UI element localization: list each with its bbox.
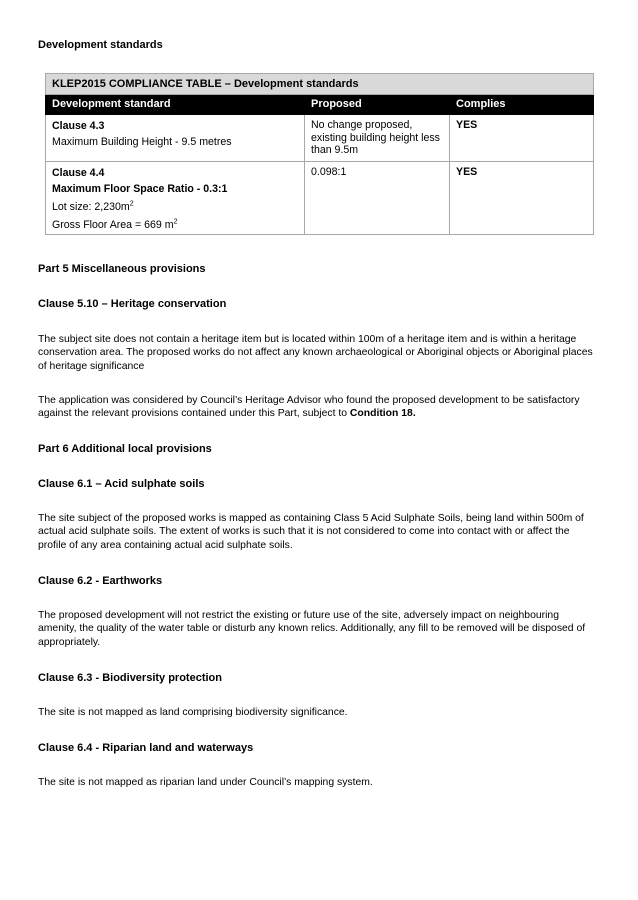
clause-6-3-para: The site is not mapped as land comprising biodiversity significance.	[38, 707, 348, 718]
clause-6-4-para: The site is not mapped as riparian land under Council’s mapping system.	[38, 777, 373, 788]
clause-6-3-heading: Clause 6.3 - Biodiversity protection	[38, 672, 222, 684]
clause-label: Clause 4.4	[52, 167, 105, 179]
table-row	[46, 115, 594, 162]
table-header-row	[46, 95, 594, 115]
proposed-cell	[305, 115, 450, 162]
section-title: Development standards	[38, 39, 163, 51]
lot-size-line	[52, 198, 298, 216]
proposed-cell	[305, 162, 450, 235]
clause-5-10-para1: The subject site does not contain a heritage item but is located within 100m of a heritage item and is within a heritage conservation area. The proposed works do not affect any known archaeological or Aboriginal objects or Aboriginal places of heritage significance	[38, 334, 593, 372]
clause-6-1-heading: Clause 6.1 – Acid sulphate soils	[38, 478, 205, 490]
clause-6-4-heading: Clause 6.4 - Riparian land and waterways	[38, 742, 254, 754]
part6-heading: Part 6 Additional local provisions	[38, 443, 212, 455]
header-proposed: Proposed	[305, 95, 450, 115]
lot-size-text: Lot size: 2,230m	[52, 201, 130, 213]
table-title: KLEP2015 COMPLIANCE TABLE – Development standards	[46, 74, 594, 95]
lot-size-unit-sup: 2	[129, 200, 134, 208]
standard-text: Maximum Building Height - 9.5 metres	[52, 136, 232, 148]
proposed-text: No change proposed, existing building height less than 9.5m	[311, 119, 440, 156]
gfa-unit-sup: 2	[173, 218, 178, 226]
clause-5-10-para2	[38, 394, 594, 421]
condition-reference: Condition 18.	[349, 408, 416, 420]
header-complies: Complies	[450, 95, 594, 115]
gfa-line	[52, 216, 298, 234]
complies-value: YES	[456, 119, 478, 131]
table-title-row	[46, 74, 594, 95]
clause-6-2-para: The proposed development will not restrict the existing or future use of the site, adversely impact on neighbouring amenity, the quality of the water table or disturb any known relics. Additionally, any fill to be removed will be disposed of appropriately.	[38, 610, 586, 648]
clause-6-1-para: The site subject of the proposed works is mapped as containing Class 5 Acid Sulphate Soils, being land within 500m of actual acid sulphate soils. The extent of works is such that it is not considered to come into contact with or affect the profile of any area containing actual acid sulphate soils.	[38, 513, 584, 551]
proposed-text: 0.098:1	[311, 166, 347, 178]
complies-value: YES	[456, 166, 478, 178]
gfa-text: Gross Floor Area = 669 m	[52, 219, 174, 231]
table-row	[46, 162, 594, 235]
clause-6-2-heading: Clause 6.2 - Earthworks	[38, 575, 163, 587]
complies-cell	[450, 162, 594, 235]
standard-cell	[46, 115, 305, 162]
compliance-table	[45, 73, 594, 235]
standard-cell	[46, 162, 305, 235]
clause-5-10-para2-text: The application was considered by Council’s Heritage Advisor who found the proposed development to be satisfactory against the relevant provisions contained under this Part, subject to	[38, 395, 580, 420]
standard-text: Maximum Floor Space Ratio - 0.3:1	[52, 183, 228, 195]
complies-cell	[450, 115, 594, 162]
clause-5-10-heading: Clause 5.10 – Heritage conservation	[38, 298, 227, 310]
part5-heading: Part 5 Miscellaneous provisions	[38, 263, 206, 275]
header-development-standard: Development standard	[46, 95, 305, 115]
clause-label: Clause 4.3	[52, 120, 105, 132]
